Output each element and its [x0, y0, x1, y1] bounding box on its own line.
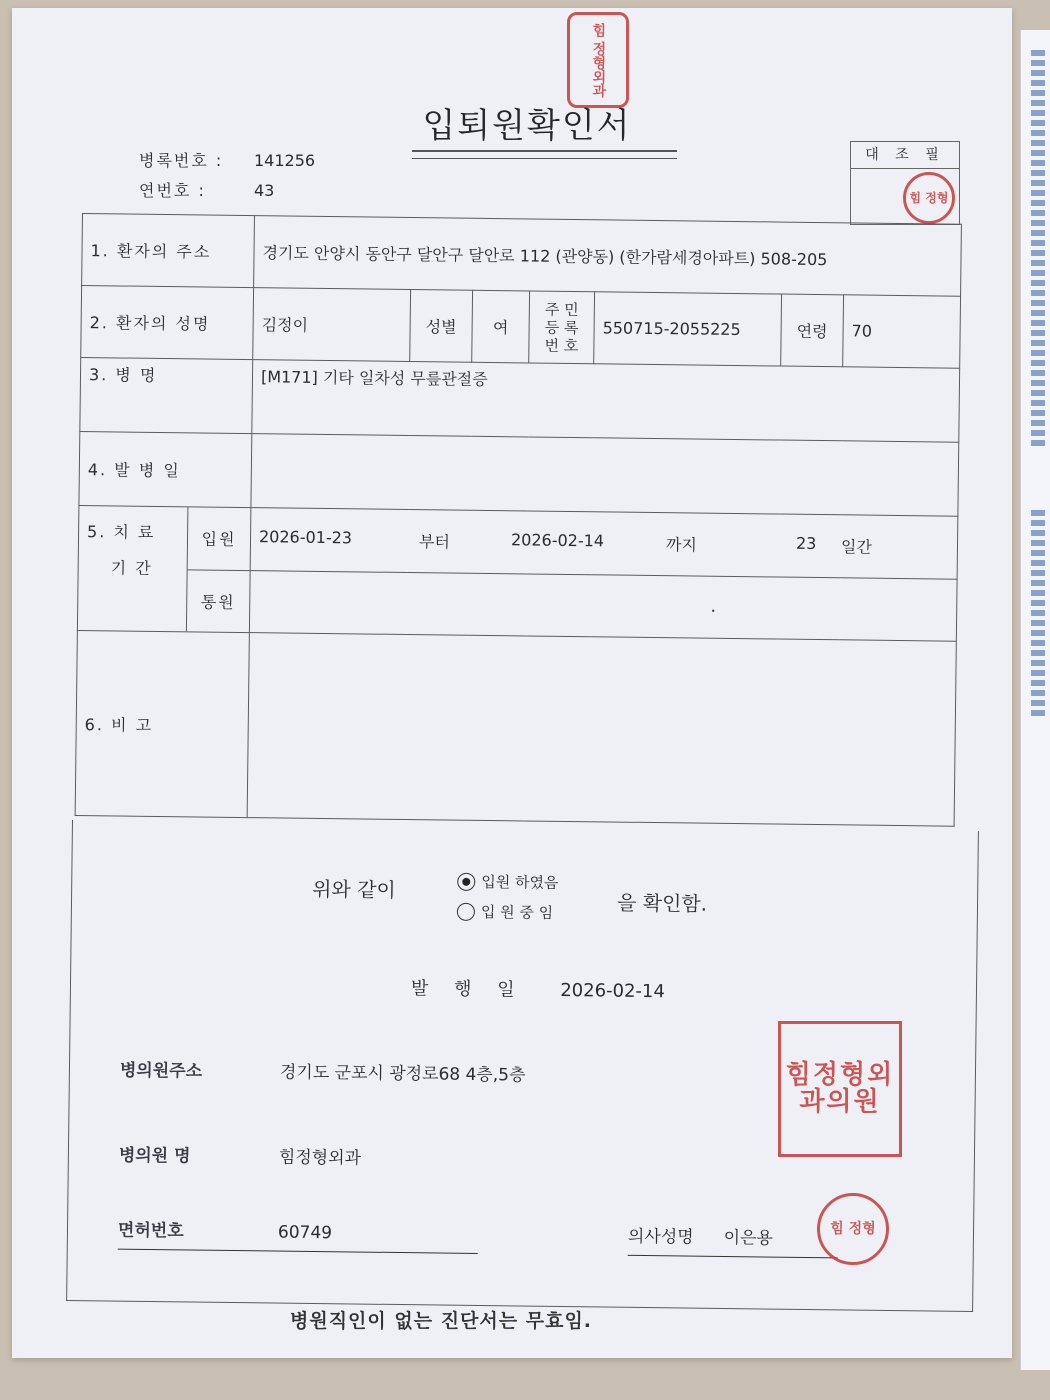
- disease-value: [M171] 기타 일차성 무릎관절증: [252, 360, 960, 443]
- background-sheet: [1020, 30, 1050, 1370]
- record-number-value: 141256: [254, 151, 316, 170]
- table-row: [78, 505, 958, 578]
- option-admitted-label: 입원 하였음: [481, 873, 559, 892]
- confirm-prefix: 위와 같이: [312, 876, 396, 902]
- name-label: 2. 환자의 성명: [81, 286, 254, 360]
- table-row: [82, 214, 962, 297]
- age-label: 연령: [781, 294, 844, 367]
- doctor-name: [628, 1222, 838, 1259]
- stray-dot: [712, 609, 714, 611]
- disease-label: 3. 병 명: [80, 357, 253, 433]
- footer-notice: 병원직인이 없는 진단서는 무효임.: [290, 1310, 593, 1332]
- license-number-label: 면허번호: [117, 1220, 184, 1242]
- serial-number-value: 43: [254, 181, 275, 200]
- record-number: [139, 148, 315, 171]
- serial-number-label: 연번호 :: [139, 181, 206, 200]
- hospital-address-value: 경기도 군포시 광정로68 4층,5층: [279, 1062, 526, 1086]
- outpatient-label: 통원: [200, 592, 236, 612]
- outpatient-period: [249, 570, 957, 641]
- hospital-name: [119, 1141, 361, 1169]
- remarks-value: [247, 633, 956, 827]
- rrn-label: 주 민 등 록 번 호: [529, 291, 595, 364]
- inpatient-days: 23: [795, 533, 817, 554]
- issue-date-label: 발 행 일: [410, 978, 525, 1001]
- confirm-suffix: 을 확인함.: [616, 890, 708, 916]
- days-word: 일간: [840, 537, 873, 557]
- sex-label: 성별: [410, 290, 473, 363]
- certificate-paper: [12, 8, 1012, 1358]
- period-label: [77, 505, 251, 632]
- radio-checked-icon: [457, 872, 475, 890]
- radio-unchecked-icon: [457, 902, 475, 920]
- rrn-value: 550715-2055225: [594, 292, 782, 366]
- age-value: 70: [843, 295, 961, 368]
- inpatient-label: 입원: [188, 507, 251, 570]
- hospital-address: [120, 1056, 526, 1086]
- option-hospitalized: [457, 901, 554, 923]
- address-value: 경기도 안양시 동안구 달안구 달안로 112 (관양동) (한가람세경아파트) 508-205: [254, 216, 962, 297]
- period-sub-labels: [186, 507, 251, 632]
- title-underline: [412, 150, 677, 159]
- verification-label: 대 조 필: [851, 142, 959, 169]
- doctor-seal: 힘 정형: [817, 1193, 889, 1265]
- table-row: [80, 357, 960, 442]
- license-number-value: 60749: [277, 1222, 333, 1244]
- hospital-address-label: 병의원주소: [119, 1060, 203, 1082]
- option-hospitalized-label: 입 원 중 임: [480, 903, 554, 922]
- serial-number: [139, 178, 274, 201]
- period-label-line2: 기 간: [110, 558, 153, 578]
- inpatient-to: 2026-02-14: [510, 530, 605, 551]
- record-number-label: 병록번호 :: [139, 151, 224, 170]
- issue-date: [411, 974, 665, 1003]
- period-label-text: [78, 506, 188, 631]
- table-row: [81, 286, 961, 369]
- hospital-name-value: 힘정형외과: [278, 1147, 362, 1169]
- name-value: 김정이: [253, 288, 411, 362]
- inpatient-period: [250, 508, 958, 579]
- period-label-line1: 5. 치 료: [86, 522, 156, 542]
- address-label: 1. 환자의 주소: [82, 214, 255, 288]
- verification-seal: 힘 정형: [903, 172, 955, 224]
- patient-info-table: [75, 213, 962, 827]
- hospital-square-seal: 힘정형외과의원: [778, 1021, 902, 1157]
- table-row: [79, 431, 959, 516]
- verification-box: [850, 141, 960, 225]
- background-stripe: [1031, 510, 1045, 720]
- option-admitted: [457, 871, 558, 893]
- onset-label: 4. 발 병 일: [79, 431, 252, 507]
- doctor-name-label: 의사성명: [627, 1226, 694, 1248]
- doctor-name-value: 이은용: [723, 1227, 774, 1249]
- table-row: [75, 630, 956, 826]
- hospital-name-label: 병의원 명: [118, 1145, 191, 1167]
- remarks-label: 6. 비 고: [75, 630, 249, 817]
- to-word: 까지: [665, 535, 698, 555]
- from-word: 부터: [418, 532, 451, 552]
- issue-date-value: 2026-02-14: [560, 979, 666, 1003]
- document-title: 입퇴원확인서: [422, 106, 632, 146]
- sex-value: 여: [472, 290, 530, 363]
- background-stripe: [1031, 50, 1045, 450]
- license-number: [118, 1216, 478, 1254]
- onset-value: [251, 434, 959, 517]
- inpatient-from: 2026-01-23: [258, 527, 353, 548]
- hospital-seal-top: 힘 정형외과: [567, 12, 629, 108]
